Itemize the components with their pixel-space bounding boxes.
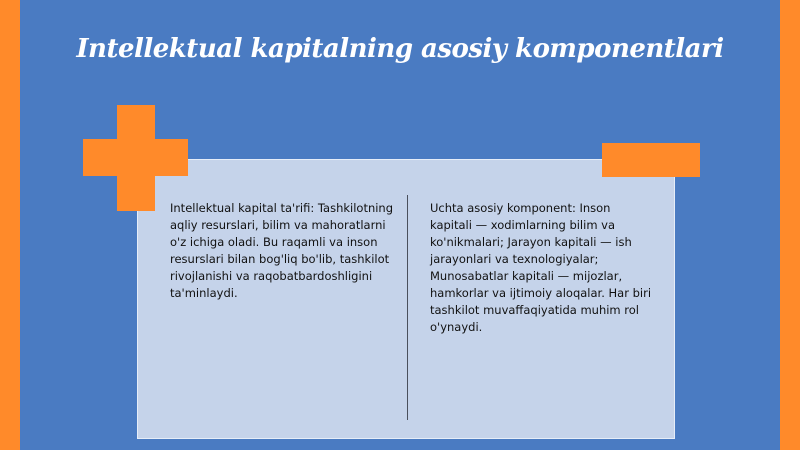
slide-title: Intellektual kapitalning asosiy komponentlari [76,34,724,64]
components-text: Uchta asosiy komponent: Inson kapitali — xodimlarning bilim va ko'nikmalari; Jarayon kapitali — ish jarayonlari va texnologiyalar; Munosabatlar kapitali — mijozlar, hamkorlar va ijtimoiy aloqalar. Har biri tashkilot muvaffaqiyatida muhim rol o'ynaydi. [430,201,652,334]
definition-text: Intellektual kapital ta'rifi: Tashkilotning aqliy resurslari, bilim va mahoratlarni o'z ichiga oladi. Bu raqamli va inson resurslari bilan bog'liq bo'lib, tashkilot rivojlanishi va raqobatbardoshligini ta'minlaydi. [170,201,394,300]
minus-icon [602,143,700,177]
plus-icon-horizontal-bar [83,139,188,176]
column-divider [407,195,408,420]
